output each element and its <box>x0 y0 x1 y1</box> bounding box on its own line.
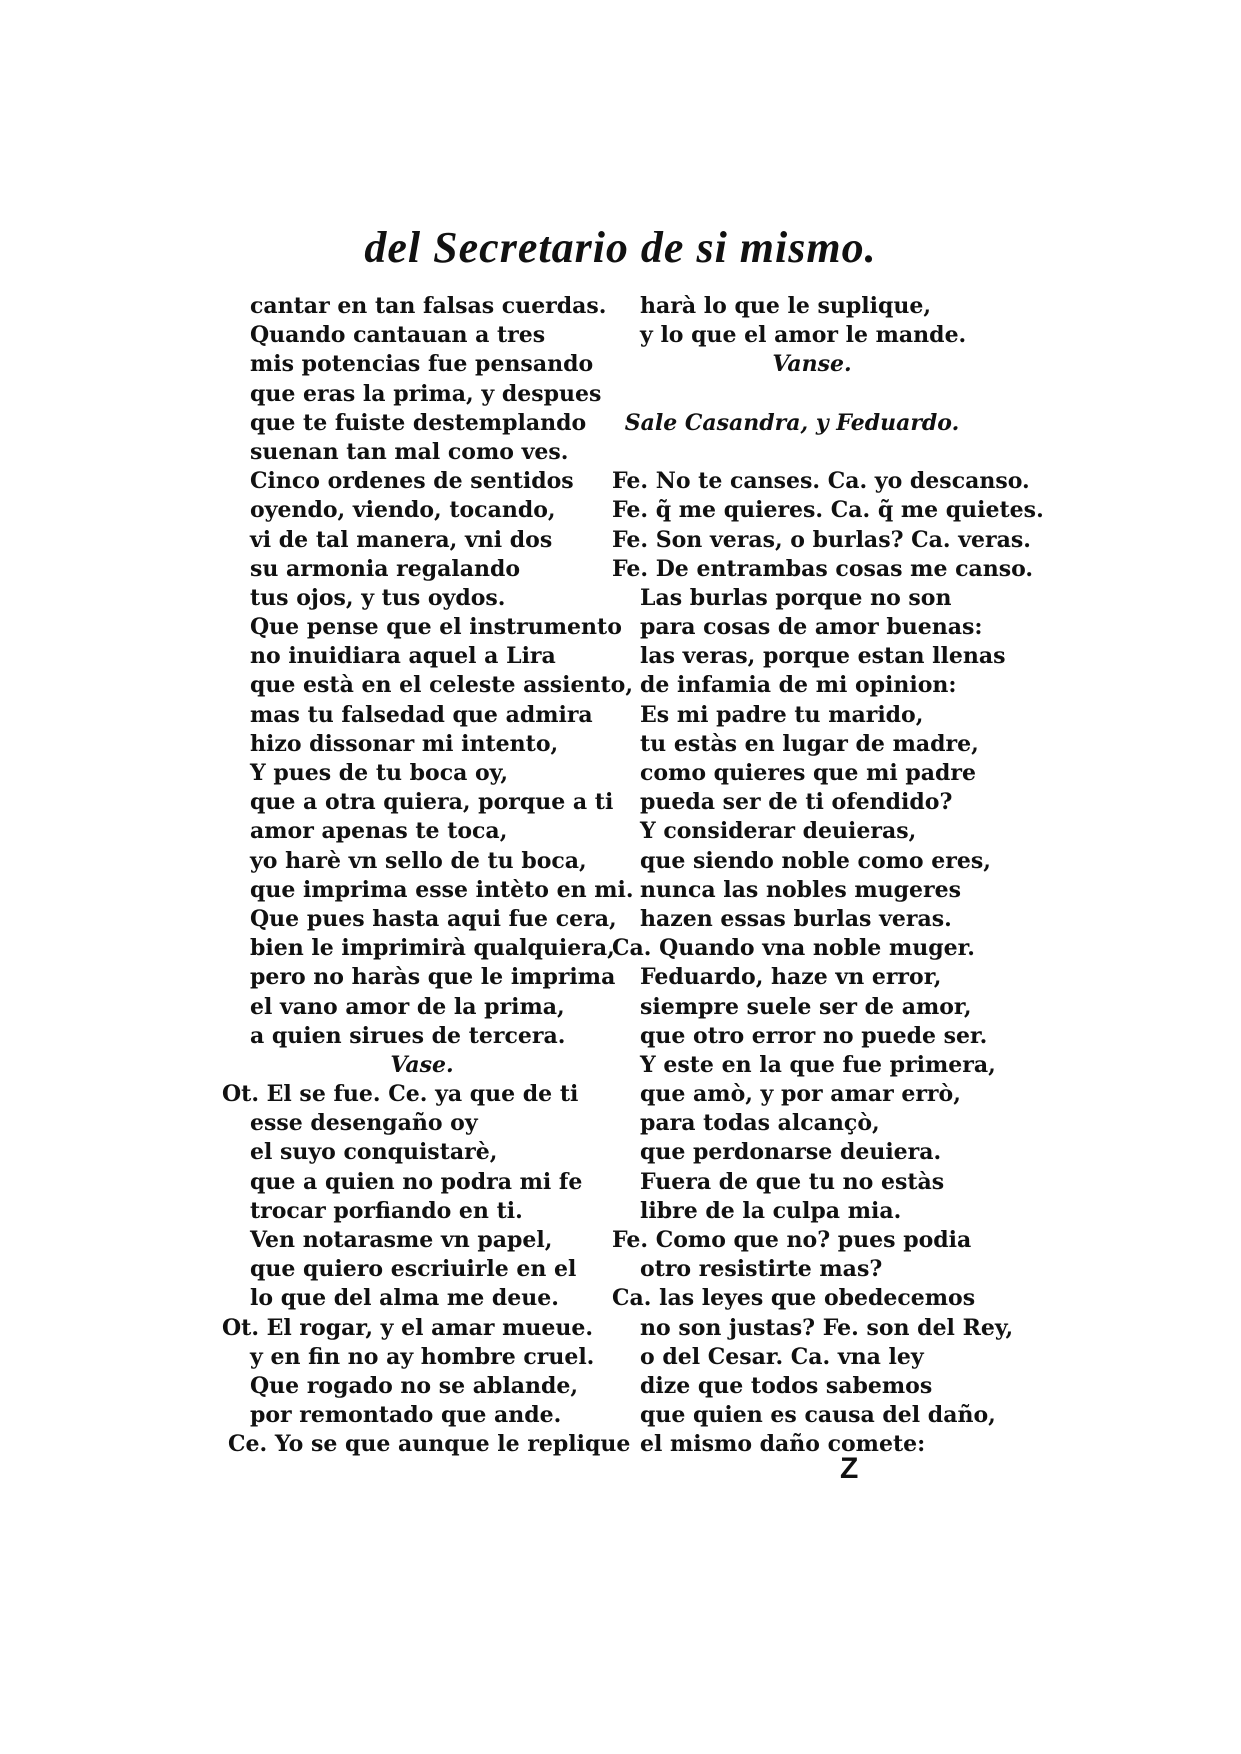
verse-line: Cinco ordenes de sentidos <box>250 468 574 495</box>
verse-line: oyendo, viendo, tocando, <box>250 497 556 524</box>
verse-line: que amò, y por amar errò, <box>640 1081 961 1108</box>
verse-line: Que rogado no se ablande, <box>250 1372 579 1399</box>
verse-line: otro resistirte mas? <box>640 1256 883 1283</box>
verse-line: Es mi padre tu marido, <box>640 701 924 728</box>
verse-line: y en fin no ay hombre cruel. <box>250 1343 595 1370</box>
verse-line: Las burlas porque no son <box>640 584 952 611</box>
verse-line: que quiero escriuirle en el <box>250 1256 577 1283</box>
verse-line: el suyo conquistarè, <box>250 1139 498 1166</box>
verse-line: que siendo noble como eres, <box>640 847 991 874</box>
verse-line: hazen essas burlas veras. <box>640 905 952 932</box>
verse-line: de infamia de mi opinion: <box>640 672 957 699</box>
verse-line: harà lo que le suplique, <box>640 293 932 319</box>
verse-line: Vase. <box>390 1051 454 1078</box>
verse-line: tus ojos, y tus oydos. <box>250 584 506 611</box>
verse-line: Ce. Yo se que aunque le replique <box>228 1431 631 1458</box>
verse-line: libre de la culpa mia. <box>640 1197 902 1224</box>
verse-line: Fe. De entrambas cosas me canso. <box>612 555 1034 582</box>
verse-line: pero no haràs que le imprima <box>250 964 616 991</box>
verse-line: para cosas de amor buenas: <box>640 614 983 641</box>
verse-line: que a otra quiera, porque a ti <box>250 789 614 816</box>
verse-line: que perdonarse deuiera. <box>640 1139 942 1166</box>
verse-line: trocar porfiando en ti. <box>250 1197 523 1224</box>
verse-line: Fuera de que tu no estàs <box>640 1168 945 1195</box>
verse-line: dize que todos sabemos <box>640 1372 933 1399</box>
verse-line: nunca las nobles mugeres <box>640 876 962 903</box>
verse-line: hizo dissonar mi intento, <box>250 730 559 757</box>
verse-line: no inuidiara aquel a Lira <box>250 643 556 670</box>
verse-line: el vano amor de la prima, <box>250 993 565 1020</box>
verse-line: que quien es causa del daño, <box>640 1402 996 1429</box>
verse-line: esse desengaño oy <box>250 1110 478 1137</box>
right-column <box>612 292 1044 1460</box>
verse-line: amor apenas te toca, <box>250 818 508 845</box>
verse-line: Que pense que el instrumento <box>250 614 622 641</box>
running-header: del Secretario de si mismo. <box>364 223 877 272</box>
verse-line: que està en el celeste assiento, <box>250 672 633 699</box>
verse-line: mas tu falsedad que admira <box>250 701 593 728</box>
verse-line: que a quien no podra mi fe <box>250 1168 583 1195</box>
left-column <box>222 292 634 1460</box>
verse-line: yo harè vn sello de tu boca, <box>250 847 587 874</box>
verse-line <box>612 380 1012 409</box>
signature-mark: Z <box>840 1452 859 1485</box>
verse-line: Y considerar deuieras, <box>640 818 917 845</box>
verse-line: Quando cantauan a tres <box>250 322 546 349</box>
verse-line: las veras, porque estan llenas <box>640 643 1006 670</box>
verse-line: mis potencias fue pensando <box>250 351 594 378</box>
verse-line: el mismo daño comete: <box>640 1431 926 1458</box>
verse-line: y lo que el amor le mande. <box>640 322 967 349</box>
verse-line: por remontado que ande. <box>250 1402 562 1429</box>
verse-line: Que pues hasta aqui fue cera, <box>250 905 617 932</box>
verse-line: que te fuiste destemplando <box>250 409 587 436</box>
verse-line: Fe. Como que no? pues podia <box>612 1227 972 1253</box>
verse-line: vi de tal manera, vni dos <box>250 526 553 553</box>
verse-line: Ca. Quando vna noble muger. <box>612 935 975 962</box>
verse-line: Vanse. <box>772 351 852 378</box>
verse-line: a quien sirues de tercera. <box>250 1022 566 1049</box>
verse-line: que eras la prima, y despues <box>250 380 602 407</box>
verse-line: tu estàs en lugar de madre, <box>640 730 979 757</box>
verse-line: que imprima esse intèto en mi. <box>250 876 634 903</box>
verse-line: que otro error no puede ser. <box>640 1022 988 1049</box>
verse-line: Ot. El se fue. Ce. ya que de ti <box>222 1081 579 1108</box>
verse-line: su armonia regalando <box>250 555 520 582</box>
verse-line: Y este en la que fue primera, <box>640 1051 996 1078</box>
verse-line: suenan tan mal como ves. <box>250 438 569 465</box>
verse-line: Fe. Son veras, o burlas? Ca. veras. <box>612 526 1031 553</box>
verse-line: no son justas? Fe. son del Rey, <box>640 1314 1014 1341</box>
verse-line: para todas alcançò, <box>640 1110 880 1137</box>
verse-line: Sale Casandra, y Feduardo. <box>624 409 960 436</box>
verse-line: Ven notarasme vn papel, <box>250 1227 553 1253</box>
verse-line <box>612 438 1012 467</box>
verse-line: Feduardo, haze vn error, <box>640 964 942 991</box>
verse-line: cantar en tan falsas cuerdas. <box>250 293 607 319</box>
verse-line: lo que del alma me deue. <box>250 1285 559 1312</box>
verse-line: Fe. No te canses. Ca. yo descanso. <box>612 468 1030 495</box>
verse-line: siempre suele ser de amor, <box>640 993 972 1020</box>
verse-line: Ot. El rogar, y el amar mueue. <box>222 1314 594 1341</box>
verse-line: Ca. las leyes que obedecemos <box>612 1285 976 1312</box>
verse-line: o del Cesar. Ca. vna ley <box>640 1343 924 1370</box>
verse-line: bien le imprimirà qualquiera, <box>250 935 615 962</box>
verse-line: Fe. q̃ me quieres. Ca. q̃ me quietes. <box>612 497 1044 524</box>
verse-line: como quieres que mi padre <box>640 760 976 786</box>
verse-line: Y pues de tu boca oy, <box>250 760 509 786</box>
verse-line: pueda ser de ti ofendido? <box>640 789 953 816</box>
